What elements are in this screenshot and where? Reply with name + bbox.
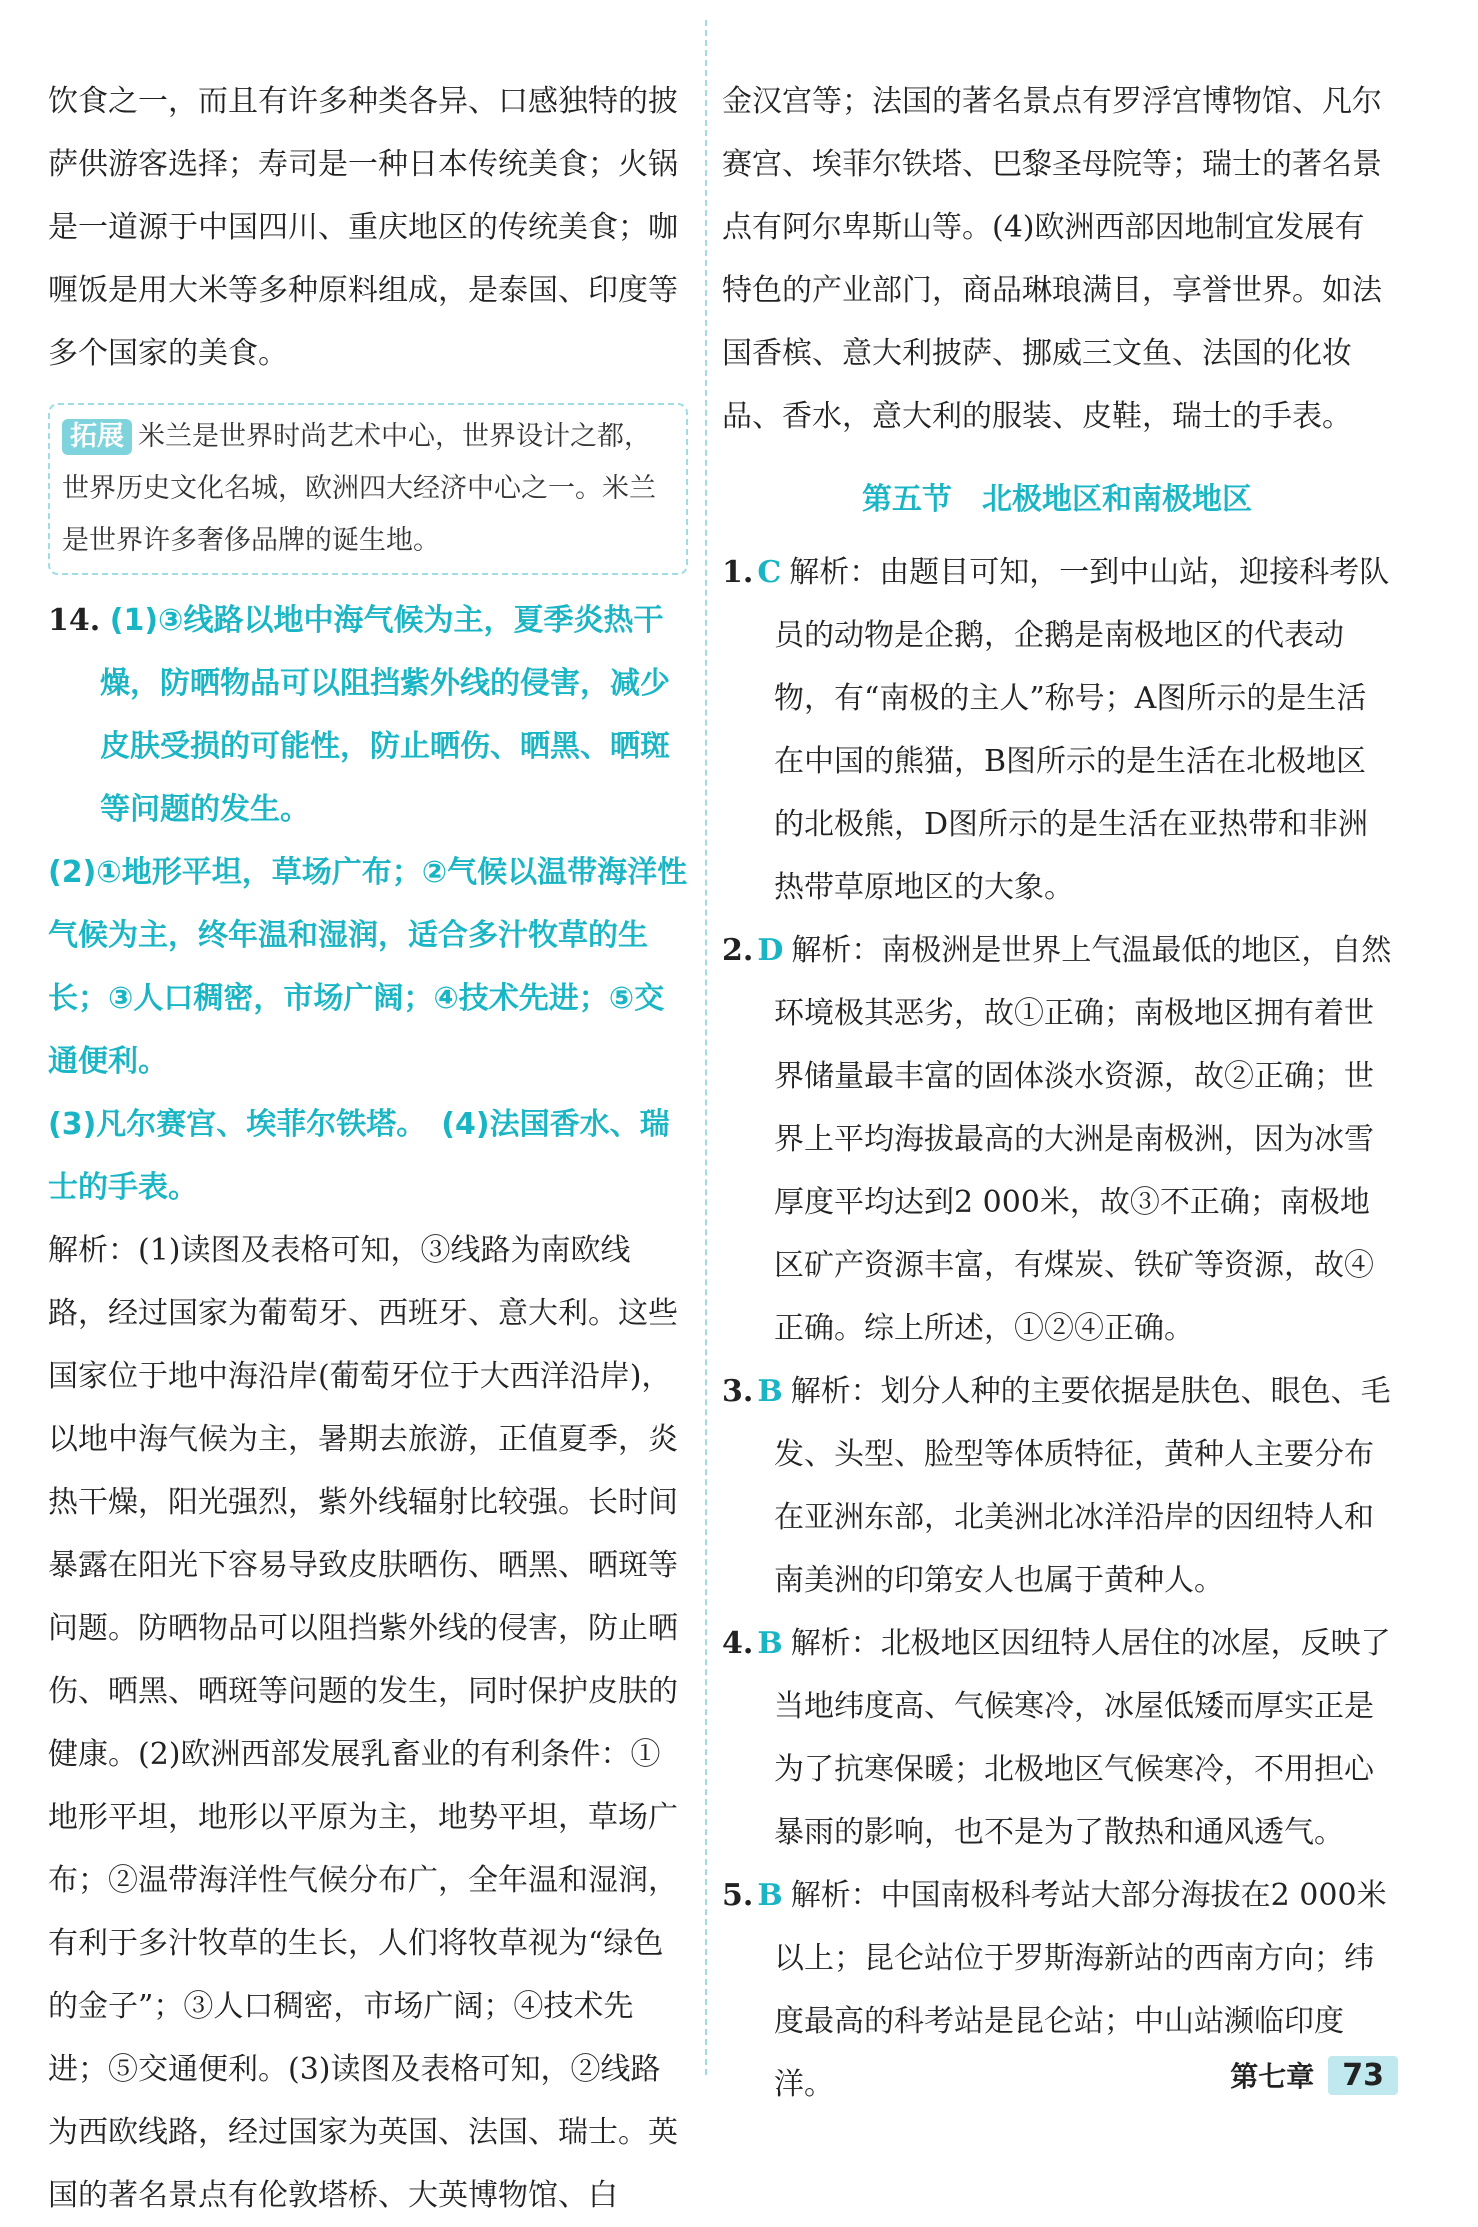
left-paragraph-1: 饮食之一，而且有许多种类各异、口感独特的披萨供游客选择；寿司是一种日本传统美食；火锅是一道源于中国四川、重庆地区的传统美食；咖喱饭是用大米等多种原料组成，是泰国、印度等多个国家的美食。	[48, 84, 678, 371]
question-14-answer-1: (1)③线路以地中海气候为主，夏季炎热干燥，防晒物品可以阻挡紫外线的侵害，减少皮肤受损的可能性，防止晒伤、晒黑、晒斑等问题的发生。	[100, 603, 670, 827]
item-text: 解析：北极地区因纽特人居住的冰屋，反映了当地纬度高、气候寒冷，冰屋低矮而厚实正是为了抗寒保暖；北极地区气候寒冷，不用担心暴雨的影响，也不是为了散热和通风透气。	[774, 1626, 1391, 1850]
item-number: 5.	[722, 1878, 754, 1913]
question-14-explanation: 解析：(1)读图及表格可知，③线路为南欧线路，经过国家为葡萄牙、西班牙、意大利。这些国家位于地中海沿岸(葡萄牙位于大西洋沿岸)，以地中海气候为主，暑期去旅游，正值夏季，炎热干燥，阳光强烈，紫外线辐射比较强。长时间暴露在阳光下容易导致皮肤晒伤、晒黑、晒斑等问题。防晒物品可以阻挡紫外线的侵害，防止晒伤、晒黑、晒斑等问题的发生，同时保护皮肤的健康。(2)欧洲西部发展乳畜业的有利条件：①地形平坦，地形以平原为主，地势平坦，草场广布；②温带海洋性气候分布广，全年温和湿润，有利于多汁牧草的生长，人们将牧草视为“绿色的金子”；③人口稠密，市场广阔；④技术先进；⑤交通便利。(3)读图及表格可知，②线路为西欧线路，经过国家为英国、法国、瑞士。英国的著名景点有伦敦塔桥、大英博物馆、白	[48, 1233, 678, 2213]
chapter-label: 第七章	[1230, 2060, 1315, 2093]
extension-tag: 拓展	[62, 419, 132, 455]
answer-item-4	[722, 1612, 1392, 1864]
item-letter: C	[757, 555, 782, 590]
page-footer	[1230, 2055, 1398, 2095]
extension-text: 米兰是世界时尚艺术中心，世界设计之都，世界历史文化名城，欧洲四大经济中心之一。米兰是世界许多奢侈品牌的诞生地。	[62, 421, 656, 556]
page-number: 73	[1328, 2056, 1398, 2095]
item-text: 解析：由题目可知，一到中山站，迎接科考队员的动物是企鹅，企鹅是南极地区的代表动物，有“南极的主人”称号；A图所示的是生活在中国的熊猫，B图所示的是生活在北极地区的北极熊，D图所示的是生活在亚热带和非洲热带草原地区的大象。	[774, 555, 1390, 905]
item-letter: D	[757, 933, 784, 968]
extension-box	[48, 403, 688, 575]
answer-item-2	[722, 919, 1392, 1360]
answer-item-1	[722, 541, 1392, 919]
item-letter: B	[757, 1878, 783, 1913]
question-14-answer-3: (3)凡尔赛宫、埃菲尔铁塔。 (4)法国香水、瑞士的手表。	[48, 1107, 670, 1205]
item-text: 解析：中国南极科考站大部分海拔在2 000米以上；昆仑站位于罗斯海新站的西南方向；纬度最高的科考站是昆仑站；中山站濒临印度洋。	[774, 1878, 1387, 2102]
left-column	[48, 70, 688, 2227]
item-number: 1.	[722, 555, 754, 590]
item-text: 解析：南极洲是世界上气温最低的地区，自然环境极其恶劣，故①正确；南极地区拥有着世界储量最丰富的固体淡水资源，故②正确；世界上平均海拔最高的大洲是南极洲，因为冰雪厚度平均达到2 000米，故③不正确；南极地区矿产资源丰富，有煤炭、铁矿等资源，故④正确。综上所述，①②④正确。	[774, 933, 1392, 1346]
question-14	[48, 589, 688, 841]
item-number: 2.	[722, 933, 754, 968]
answer-item-3	[722, 1360, 1392, 1612]
section-title: 第五节 北极地区和南极地区	[862, 482, 1252, 517]
question-14-answer-2: (2)①地形平坦，草场广布；②气候以温带海洋性气候为主，终年温和湿润，适合多汁牧草的生长；③人口稠密，市场广阔；④技术先进；⑤交通便利。	[48, 855, 688, 1079]
item-letter: B	[757, 1374, 783, 1409]
item-letter: B	[757, 1626, 783, 1661]
column-divider	[705, 20, 707, 2075]
item-number: 3.	[722, 1374, 754, 1409]
right-paragraph-1: 金汉宫等；法国的著名景点有罗浮宫博物馆、凡尔赛宫、埃菲尔铁塔、巴黎圣母院等；瑞士的著名景点有阿尔卑斯山等。(4)欧洲西部因地制宜发展有特色的产业部门，商品琳琅满目，享誉世界。如法国香槟、意大利披萨、挪威三文鱼、法国的化妆品、香水，意大利的服装、皮鞋，瑞士的手表。	[722, 84, 1382, 434]
item-number: 4.	[722, 1626, 754, 1661]
right-column	[722, 70, 1392, 2116]
question-14-number: 14.	[48, 603, 101, 638]
item-text: 解析：划分人种的主要依据是肤色、眼色、毛发、头型、脸型等体质特征，黄种人主要分布在亚洲东部，北美洲北冰洋沿岸的因纽特人和南美洲的印第安人也属于黄种人。	[774, 1374, 1391, 1598]
